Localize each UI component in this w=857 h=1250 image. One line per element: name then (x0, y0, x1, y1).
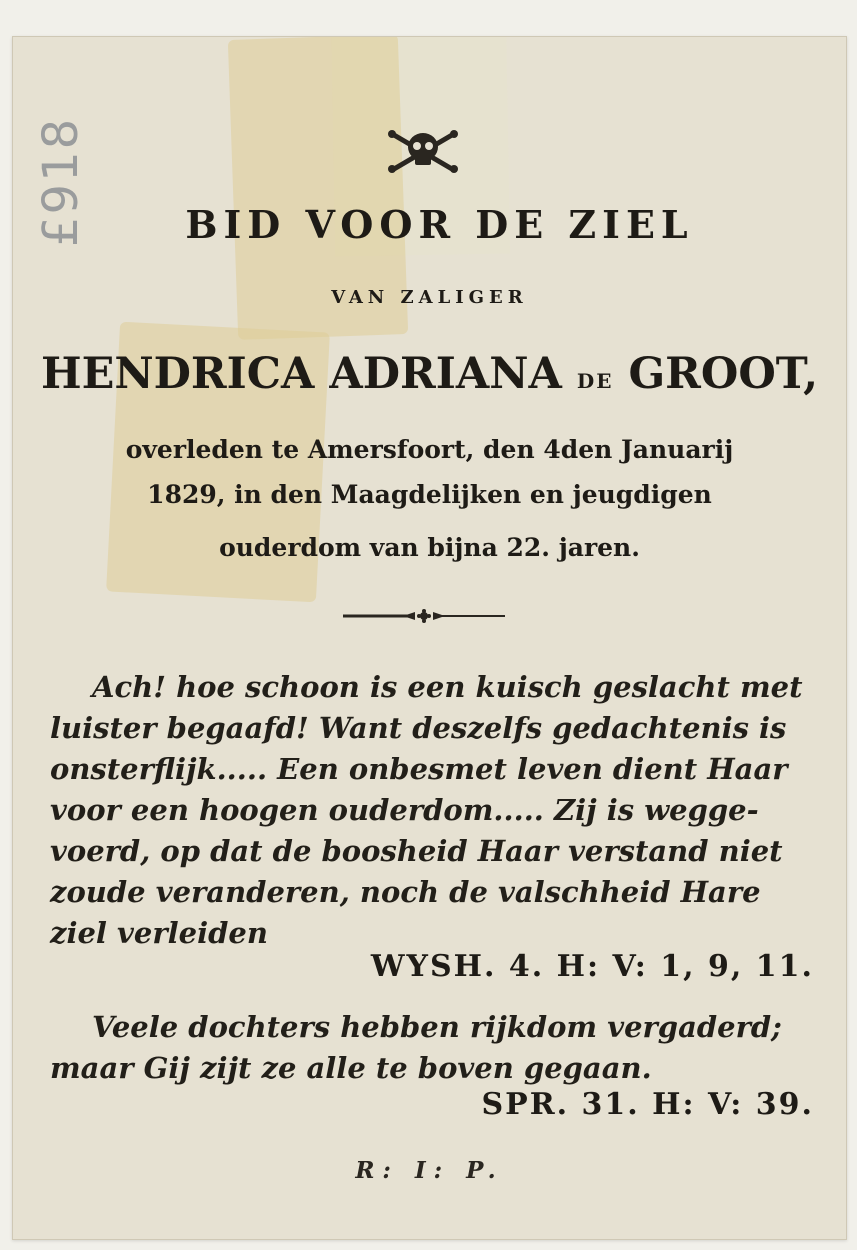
card-title: BID VOOR DE ZIEL (185, 202, 694, 247)
passage-line: Veele dochters hebben rijkdom vergaderd; (92, 1010, 782, 1044)
passage-line: maar Gij zijt ze alle te boven gegaan. (50, 1051, 652, 1085)
death-info-line-2: 1829, in den Maagdelijken en jeugdigen (147, 480, 712, 509)
name-particle: DE (576, 369, 614, 393)
name-part1: HENDRICA ADRIANA (40, 349, 562, 399)
passage-line: Ach! hoe schoon is een kuisch geslacht met (92, 670, 803, 704)
passage-line: ziel verleiden (50, 916, 268, 950)
scripture-reference-1: WYSH. 4. H: V: 1, 9, 11. (370, 949, 814, 984)
passage-line: voerd, op dat de boosheid Haar verstand niet (50, 834, 783, 868)
scripture-passage-2 (50, 1007, 810, 1089)
skull-crossbones-icon (388, 129, 458, 173)
passage-line: voor een hoogen ouderdom..... Zij is wegge- (50, 793, 759, 827)
scripture-reference-2: SPR. 31. H: V: 39. (481, 1087, 814, 1122)
death-info-line-3: ouderdom van bijna 22. jaren. (219, 533, 640, 562)
handwritten-number: £918 (33, 116, 89, 247)
passage-line: zoude veranderen, noch de valschheid Hare (50, 875, 761, 909)
death-info-line-1: overleden te Amersfoort, den 4den Januarij (125, 435, 734, 464)
deceased-name (13, 349, 846, 399)
name-part2: GROOT, (628, 349, 819, 399)
scripture-passage-1 (50, 667, 810, 954)
card-subtitle: VAN ZALIGER (331, 287, 528, 308)
memorial-card (12, 36, 847, 1240)
closing-rip: R: I: P. (355, 1157, 504, 1184)
divider-ornament (343, 609, 505, 623)
passage-line: onsterflijk..... Een onbesmet leven dient Haar (50, 752, 788, 786)
passage-line: luister begaafd! Want deszelfs gedachtenis is (50, 711, 787, 745)
